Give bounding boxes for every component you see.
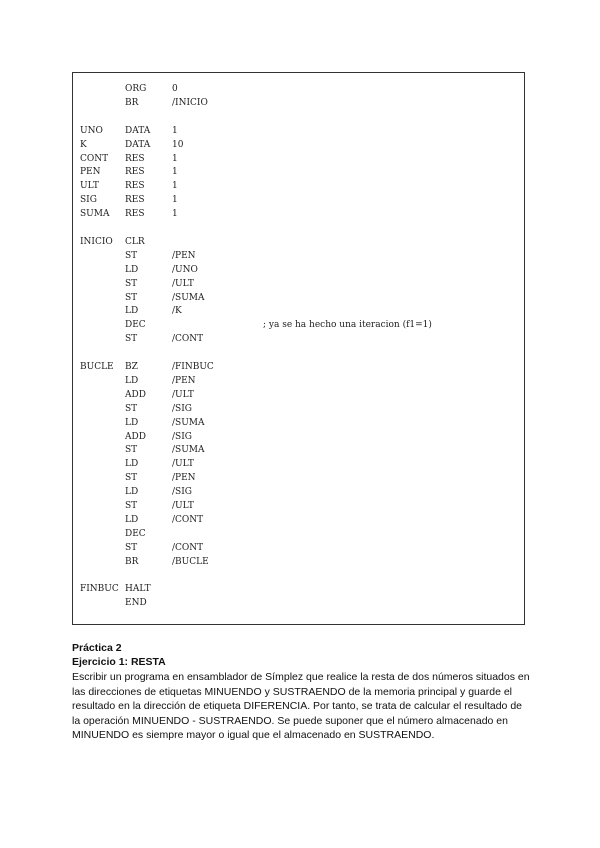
code-operand: /ULT xyxy=(172,459,194,470)
code-listing-box xyxy=(72,72,525,625)
code-opcode: ORG xyxy=(125,84,147,94)
code-line xyxy=(73,499,524,513)
code-label: CONT xyxy=(80,153,109,164)
code-operand: /ULT xyxy=(172,501,194,511)
code-label: K xyxy=(80,139,87,150)
code-line xyxy=(73,263,524,277)
code-line xyxy=(73,277,524,291)
code-opcode: ST xyxy=(125,403,138,414)
code-operand: /SUMA xyxy=(172,445,205,456)
code-line xyxy=(73,582,524,596)
code-opcode: END xyxy=(125,598,147,609)
code-line xyxy=(73,513,524,527)
code-operand: 1 xyxy=(172,195,178,206)
code-line xyxy=(73,527,524,541)
code-operand: 0 xyxy=(172,84,178,94)
code-label: UNO xyxy=(80,125,103,136)
code-operand: /FINBUC xyxy=(172,362,214,372)
code-operand: /BUCLE xyxy=(172,556,209,567)
code-line xyxy=(73,430,524,444)
code-opcode: RES xyxy=(125,195,145,206)
code-operand: 1 xyxy=(172,153,178,164)
code-operand: 1 xyxy=(172,209,178,220)
code-opcode: ST xyxy=(125,501,138,511)
code-operand: /CONT xyxy=(172,542,204,553)
code-opcode: LD xyxy=(125,306,139,317)
code-line xyxy=(73,416,524,430)
code-label: FINBUC xyxy=(80,584,119,595)
code-opcode: LD xyxy=(125,459,139,470)
code-line xyxy=(73,82,524,96)
code-opcode: RES xyxy=(125,167,145,178)
exercise-description: Escribir un programa en ensamblador de Símplez que realice la resta de dos números situados en las direcciones de etiquetas MINUENDO y SUSTRAENDO de la memoria principal y guarde el resultado en la dirección de etiqueta DIFERENCIA. Por tanto, se trata de calcular el resultado de la operación MINUENDO - SUSTRAENDO. Se puede suponer que el número almacenado en MINUENDO es siempre mayor o igual que el almacenado en SUSTRAENDO. xyxy=(72,671,530,741)
code-operand: /SUMA xyxy=(172,292,205,303)
code-opcode: ST xyxy=(125,445,138,456)
code-operand: /CONT xyxy=(172,334,204,345)
code-line xyxy=(73,193,524,207)
code-operand: /PEN xyxy=(172,375,196,386)
code-line xyxy=(73,304,524,318)
code-line xyxy=(73,138,524,152)
code-line xyxy=(73,332,524,346)
code-line xyxy=(73,179,524,193)
code-line xyxy=(73,457,524,471)
code-operand: /K xyxy=(172,306,182,317)
code-opcode: BZ xyxy=(125,362,138,372)
code-opcode: DATA xyxy=(125,125,151,136)
code-opcode: RES xyxy=(125,153,145,164)
code-opcode: BR xyxy=(125,556,139,567)
code-opcode: DATA xyxy=(125,139,151,150)
code-line xyxy=(73,235,524,249)
code-opcode: LD xyxy=(125,375,139,386)
code-operand: 1 xyxy=(172,125,178,136)
code-line xyxy=(73,124,524,138)
ejercicio-title: Ejercicio 1: RESTA xyxy=(72,656,166,668)
code-opcode: ST xyxy=(125,250,138,261)
code-opcode: ST xyxy=(125,278,138,289)
code-comment: ; ya se ha hecho una iteracion (f1=1) xyxy=(263,320,432,331)
code-label: INICIO xyxy=(80,236,113,247)
code-line xyxy=(73,388,524,402)
code-operand: /SIG xyxy=(172,403,192,414)
code-opcode: ADD xyxy=(125,431,146,442)
code-opcode: ST xyxy=(125,292,138,303)
code-line xyxy=(73,249,524,263)
code-label: PEN xyxy=(80,167,101,178)
code-opcode: BR xyxy=(125,97,139,108)
code-opcode: ADD xyxy=(125,389,146,400)
code-opcode: ST xyxy=(125,334,138,345)
code-opcode: DEC xyxy=(125,320,146,331)
code-opcode: ST xyxy=(125,473,138,484)
code-opcode: RES xyxy=(125,181,145,192)
code-line xyxy=(73,471,524,485)
practica-title: Práctica 2 xyxy=(72,642,122,654)
code-line xyxy=(73,152,524,166)
code-line xyxy=(73,443,524,457)
code-opcode: LD xyxy=(125,417,139,428)
code-operand: 10 xyxy=(172,139,184,150)
code-opcode: LD xyxy=(125,264,139,275)
code-opcode: LD xyxy=(125,487,139,498)
code-line xyxy=(73,555,524,569)
code-line xyxy=(73,165,524,179)
code-line xyxy=(73,360,524,374)
code-operand: 1 xyxy=(172,167,178,178)
code-opcode: DEC xyxy=(125,528,146,539)
code-operand: /SIG xyxy=(172,431,192,442)
code-line xyxy=(73,207,524,221)
code-line xyxy=(73,374,524,388)
code-operand: /SIG xyxy=(172,487,192,498)
code-operand: /INICIO xyxy=(172,97,208,108)
code-opcode: RES xyxy=(125,209,145,220)
code-line xyxy=(73,318,524,332)
code-operand: /SUMA xyxy=(172,417,205,428)
code-line xyxy=(73,485,524,499)
code-operand: /UNO xyxy=(172,264,198,275)
code-opcode: ST xyxy=(125,542,138,553)
code-line xyxy=(73,402,524,416)
code-label: SUMA xyxy=(80,209,110,220)
code-line xyxy=(73,291,524,305)
code-line xyxy=(73,596,524,610)
code-operand: /PEN xyxy=(172,250,196,261)
code-operand: 1 xyxy=(172,181,178,192)
code-opcode: CLR xyxy=(125,236,145,247)
code-operand: /CONT xyxy=(172,514,204,525)
code-operand: /PEN xyxy=(172,473,196,484)
code-opcode: HALT xyxy=(125,584,151,595)
code-label: SIG xyxy=(80,195,97,206)
code-label: BUCLE xyxy=(80,362,114,372)
code-line xyxy=(73,541,524,555)
code-operand: /ULT xyxy=(172,389,194,400)
code-line xyxy=(73,96,524,110)
code-operand: /ULT xyxy=(172,278,194,289)
code-label: ULT xyxy=(80,181,99,192)
code-opcode: LD xyxy=(125,514,139,525)
